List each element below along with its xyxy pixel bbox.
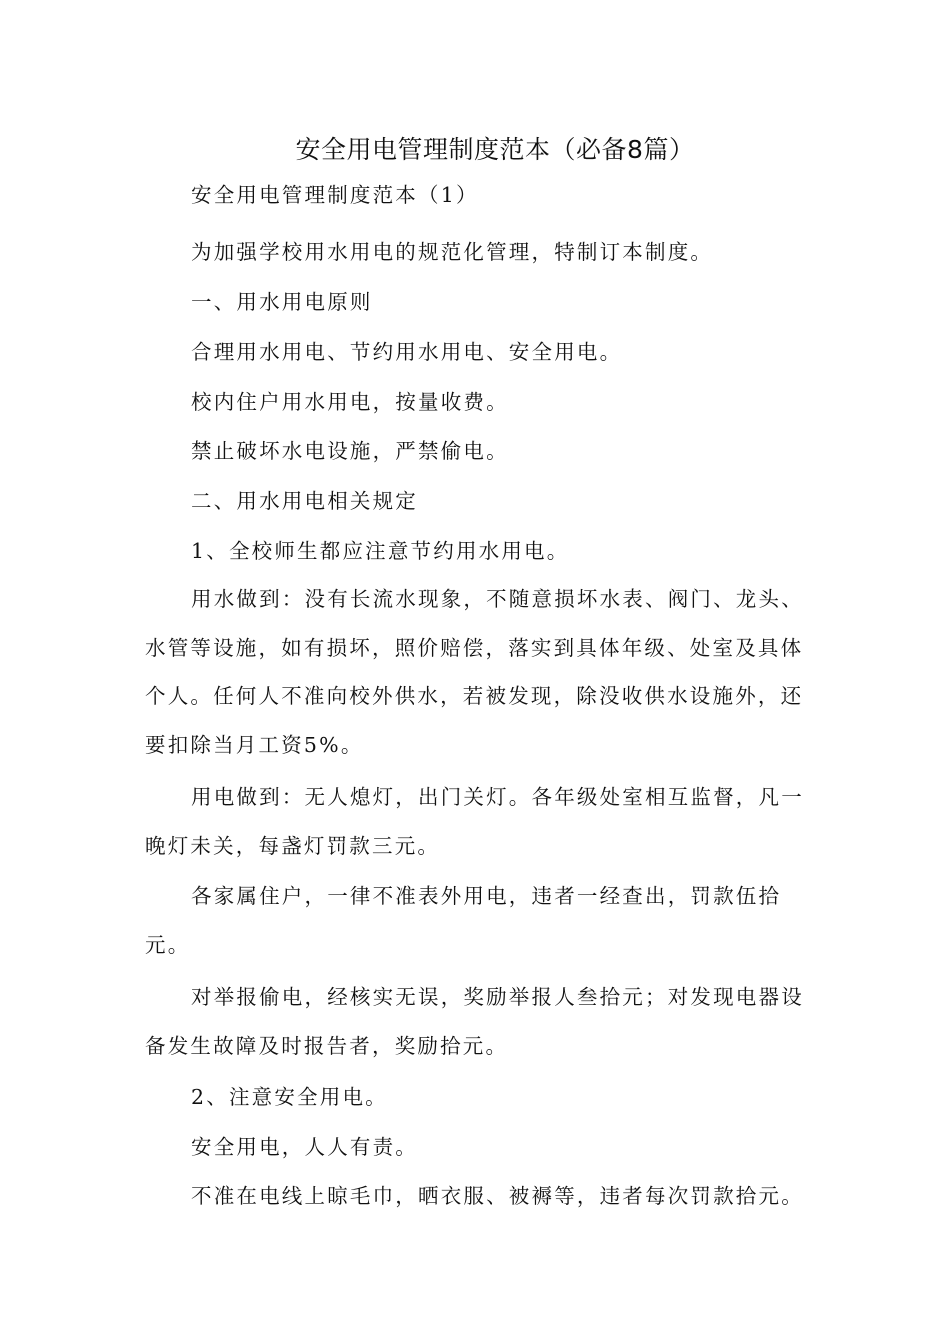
- paragraph-text: 各家属住户，一律不准表外用电，违者一经查出，罚款伍拾元。: [145, 884, 782, 957]
- document-title: 安全用电管理制度范本（必备8篇）: [295, 135, 695, 164]
- paragraph-text: 二、用水用电相关规定: [191, 489, 418, 513]
- paragraph-text: 不准在电线上晾毛巾，晒衣服、被褥等，违者每次罚款拾元。: [191, 1184, 804, 1208]
- paragraph: [145, 1172, 810, 1221]
- paragraph-text: 合理用水用电、节约用水用电、安全用电。: [191, 340, 623, 364]
- paragraph: [145, 973, 810, 1070]
- paragraph: [145, 171, 810, 220]
- paragraph-text: 对举报偷电，经核实无误，奖励举报人叁拾元；对发现电器设备发生故障及时报告者，奖励拾元。: [145, 985, 804, 1058]
- paragraph: [145, 378, 810, 427]
- paragraph-text: 用水做到：没有长流水现象，不随意损坏水表、阀门、龙头、水管等设施，如有损坏，照价赔偿，落实到具体年级、处室及具体个人。任何人不准向校外供水，若被发现，除没收供水设施外，还要扣除当月工资5%。: [145, 587, 804, 757]
- paragraph: [145, 278, 810, 327]
- paragraph: [145, 228, 810, 277]
- paragraph: [145, 527, 810, 576]
- paragraph-text: 2、注意安全用电。: [191, 1085, 388, 1109]
- paragraph-text: 一、用水用电原则: [191, 290, 373, 314]
- paragraph: [145, 575, 810, 769]
- paragraph: [145, 1123, 810, 1172]
- paragraph-text: 1、全校师生都应注意节约用水用电。: [191, 539, 570, 563]
- paragraph: [145, 427, 810, 476]
- paragraph-text: 安全用电管理制度范本（1）: [191, 183, 479, 207]
- paragraph: [145, 1073, 810, 1122]
- paragraph: [145, 328, 810, 377]
- paragraph-text: 校内住户用水用电，按量收费。: [191, 390, 509, 414]
- paragraph: [145, 477, 810, 526]
- paragraph-text: 用电做到：无人熄灯，出门关灯。各年级处室相互监督，凡一晚灯未关，每盏灯罚款三元。: [145, 785, 804, 858]
- paragraph: [145, 872, 810, 969]
- paragraph-text: 禁止破坏水电设施，严禁偷电。: [191, 439, 509, 463]
- paragraph-text: 为加强学校用水用电的规范化管理，特制订本制度。: [191, 240, 714, 264]
- paragraph-text: 安全用电，人人有责。: [191, 1135, 418, 1159]
- paragraph: [145, 773, 810, 870]
